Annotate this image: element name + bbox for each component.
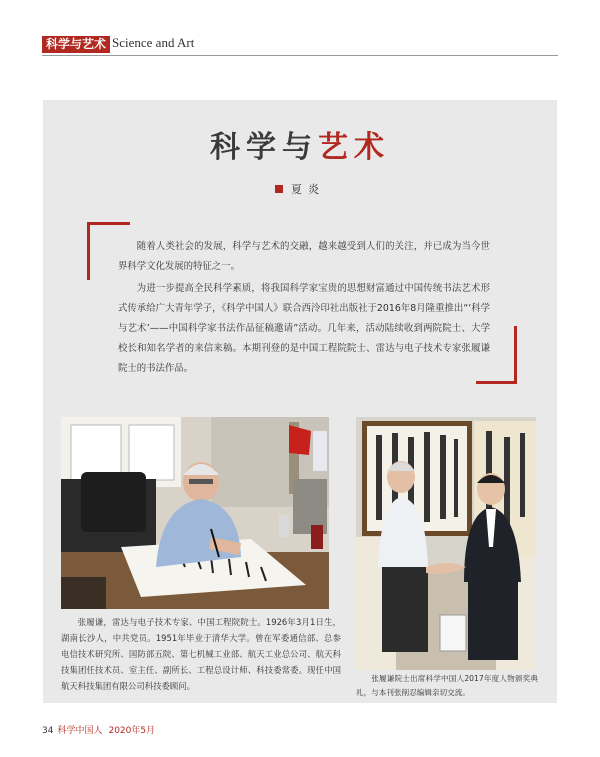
photo-award-handshake	[356, 417, 536, 670]
byline-square-icon	[275, 185, 283, 193]
intro-paragraph-2: 为进一步提高全民科学素质，将我国科学家宝贵的思想财富通过中国传统书法艺术形式传承给广大青年学子，《科学中国人》联合西泠印社出版社于2016年8月隆重推出“‘科学与艺术’——中国科学家书法作品征稿邀请”活动。几年来，活动陆续收到两院院士、大学校长和知名学者的来信来稿。本期刊登的是中国工程院院士、雷达与电子技术专家张履谦院士的书法作品。	[118, 283, 490, 374]
author-name: 夏炎	[291, 183, 325, 196]
photo-caption-handshake: 张履谦院士出席科学中国人2017年度人物颁奖典礼，与本刊张削忍编辑亲切交流。	[356, 674, 538, 697]
title-part-2: 艺术	[318, 130, 390, 165]
page-footer	[42, 723, 155, 736]
section-title-english: Science and Art	[112, 35, 195, 50]
journal-name: 科学中国人	[57, 726, 103, 736]
intro-paragraph-1: 随着人类社会的发展，科学与艺术的交融，越来越受到人们的关注，并已成为当今世界科学文化发展的特征之一。	[118, 241, 490, 272]
photo-calligraphy-at-desk	[61, 417, 329, 609]
issue-date: 2020年5月	[108, 726, 156, 736]
header-divider	[42, 55, 558, 56]
title-part-1: 科学与	[210, 130, 318, 165]
article-title	[0, 122, 600, 166]
intro-text	[118, 237, 490, 381]
page-number: 34	[42, 726, 54, 736]
section-tag: 科学与艺术	[42, 36, 110, 53]
photo-caption-biography: 张履谦，雷达与电子技术专家、中国工程院院士。1926年3月1日生，湖南长沙人，中共党员。1951年毕业于清华大学。曾在军委通信部、总参电信技术研究所、国防部五院、第七机械工业部、航天工业总公司、航天科技集团任技术员、室主任、副所长、工程总设计师、科技委常委。现任中国航天科技集团有限公司科技委顾问。	[61, 617, 341, 691]
author-byline	[0, 181, 600, 197]
